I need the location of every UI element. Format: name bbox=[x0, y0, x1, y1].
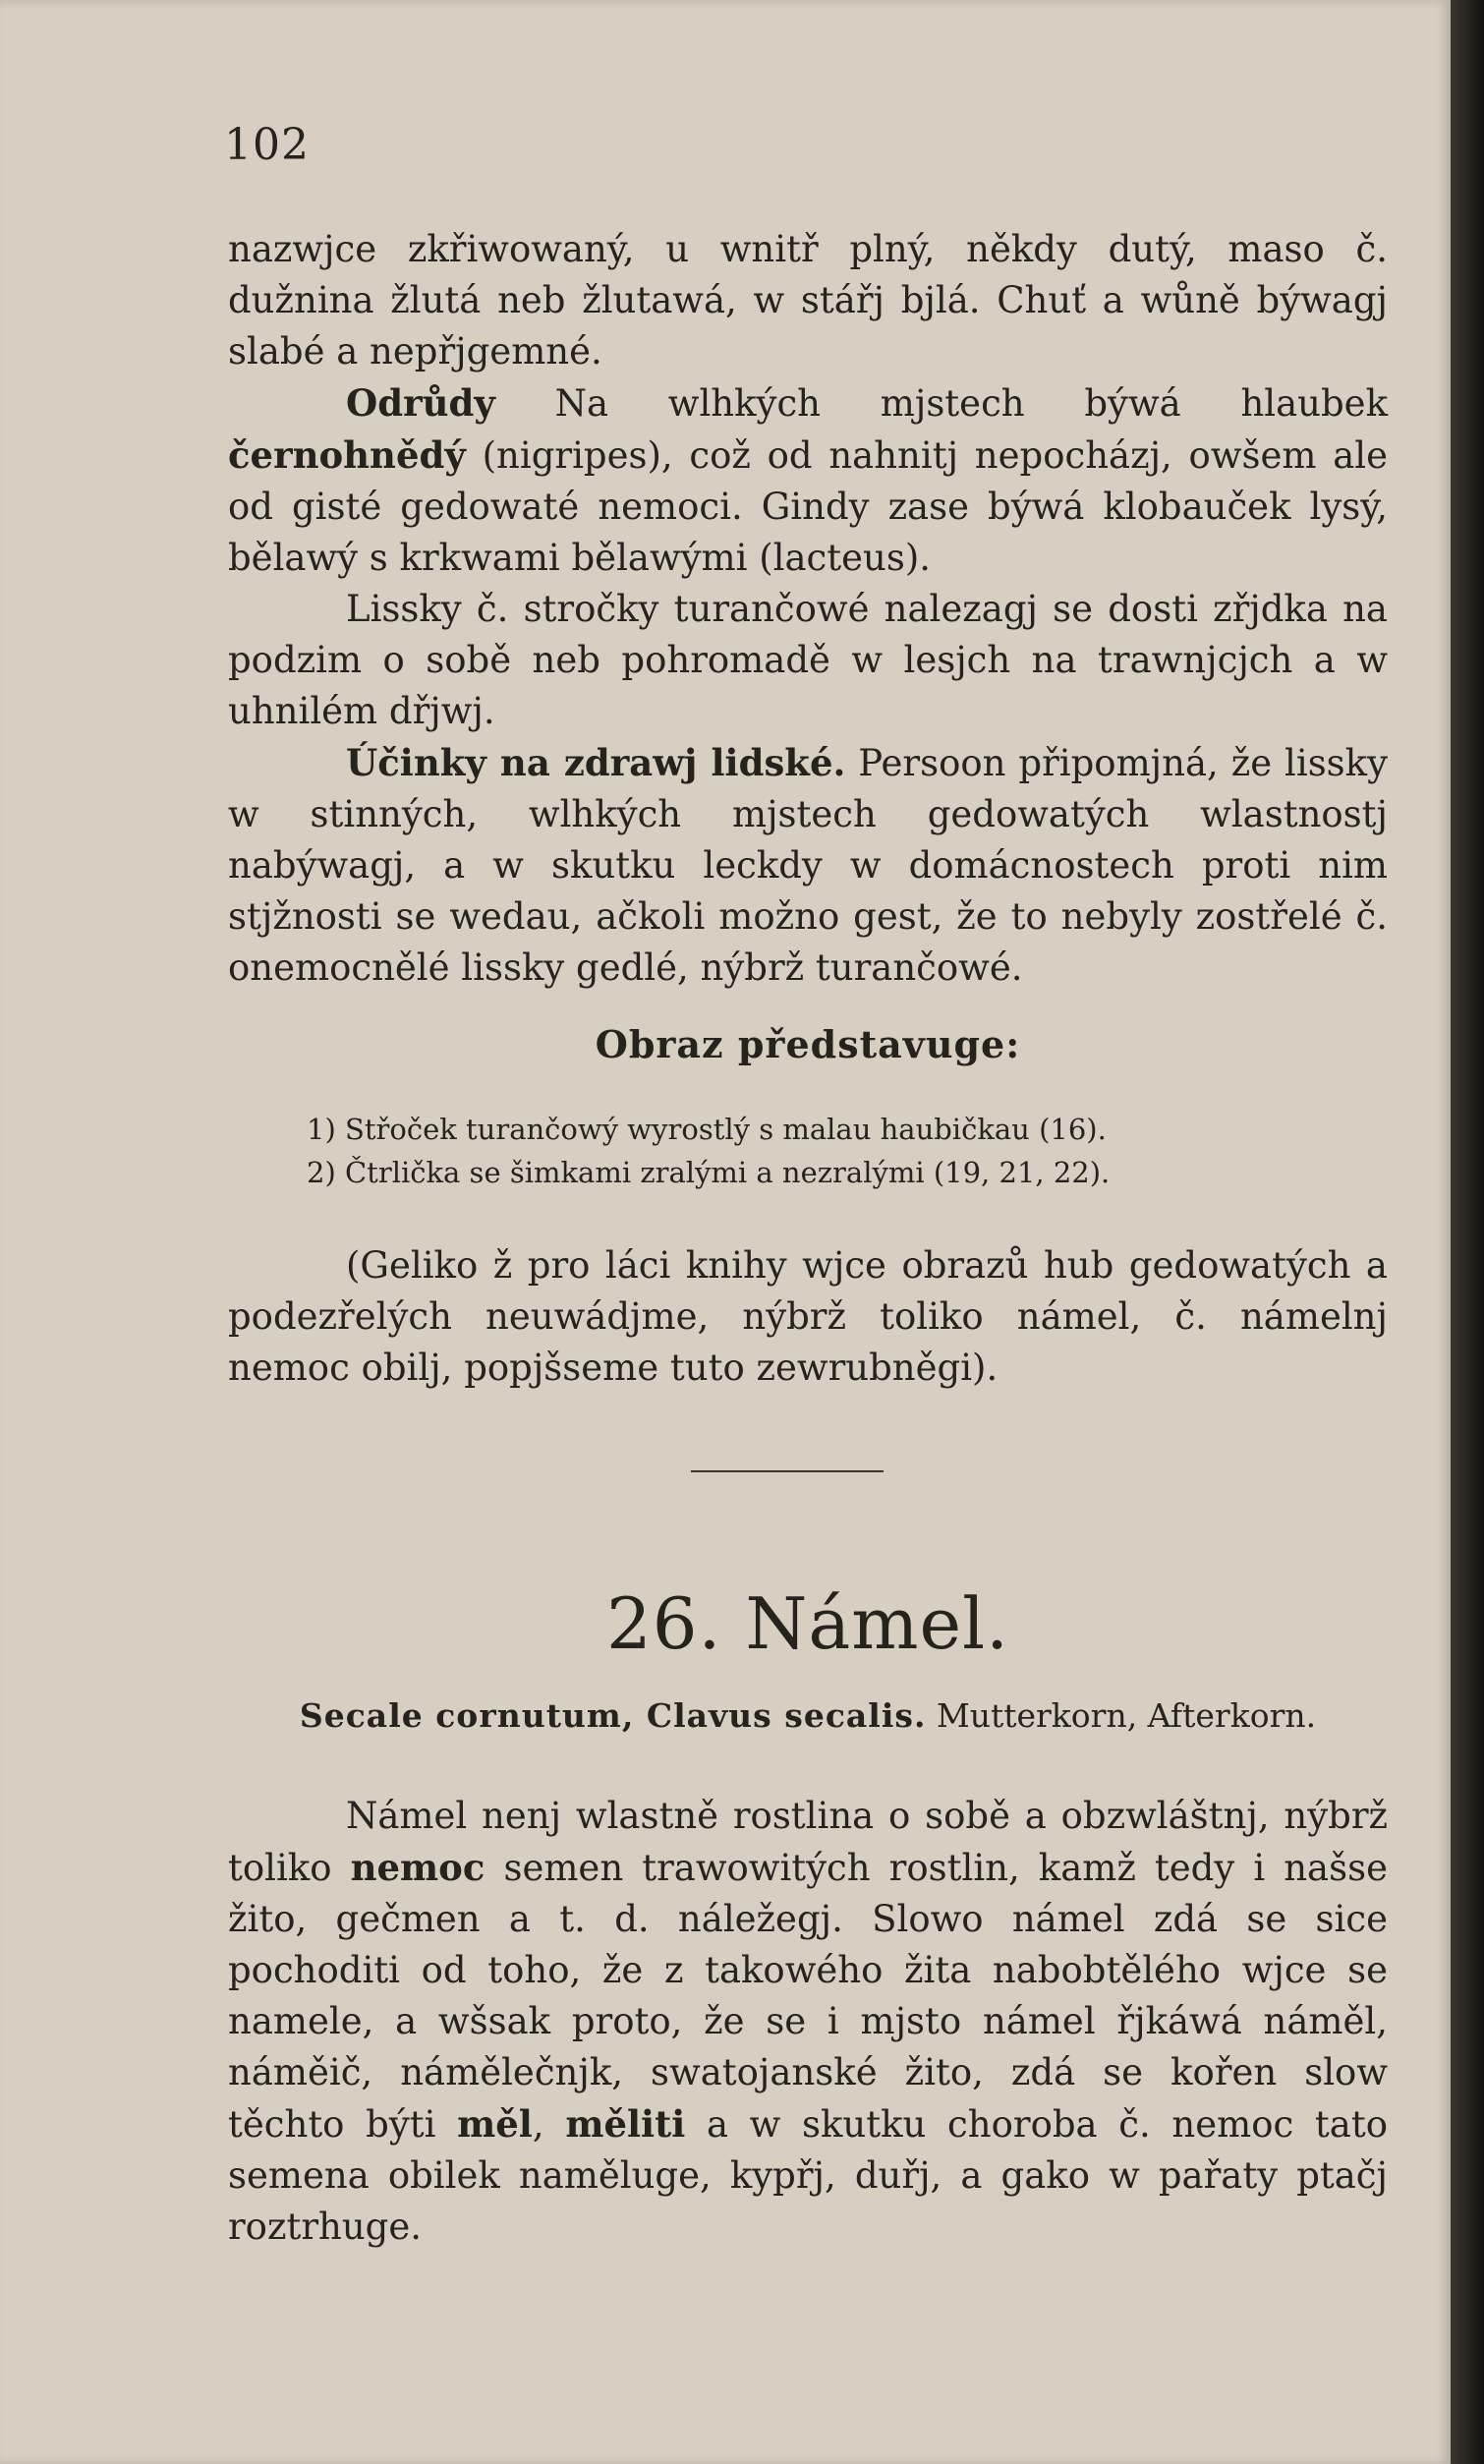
section-divider bbox=[691, 1470, 884, 1472]
paragraph-effects: Účinky na zdrawj lidské. Persoon připomjná, že lissky w stinných, wlhkých mjstech gedowatých wlastnostj nabýwagj, a w skutku leckdy w domácnostech proti nim stjžnosti se wedau, ačkoli možno gest, že to nebyly zostřelé č. onemocnělé lissky gedlé, nýbrž turančowé. bbox=[228, 741, 1388, 989]
heading-varieties: Odrůdy bbox=[346, 381, 495, 425]
figure-item: 2) Čtrlička se šimkami zralými a nezralými (19, 21, 22). bbox=[307, 1156, 1111, 1189]
paragraph-varieties: Odrůdy Na wlhkých mjstech býwá hlaubek černohnědý (nigripes), což od nahnitj nepocházj, owšem ale od gisté gedowaté nemoci. Gindy zase býwá klobauček lysý, bělawý s krkwami bělawými (lacteus). bbox=[228, 381, 1388, 579]
page-number: 102 bbox=[224, 120, 310, 170]
latin-name: Secale cornutum, Clavus secalis. bbox=[299, 1696, 927, 1735]
term-meliti: měliti bbox=[565, 2102, 686, 2146]
paragraph-habitat: Lissky č. stročky turančowé nalezagj se dosti zřjdka na podzim o sobě neb pohromadě w lesjch na trawnjcjch a w uhnilém dřjwj. bbox=[228, 588, 1388, 732]
text-block-upper bbox=[228, 224, 1388, 994]
text-block-note bbox=[228, 1240, 1388, 1394]
figure-item: 1) Střoček turančowý wyrostlý s malau haubičkau (16). bbox=[307, 1113, 1107, 1146]
page-edge-shadow bbox=[1451, 0, 1484, 2464]
paragraph-continuation: nazwjce zkřiwowaný, u wnitř plný, někdy dutý, maso č. dužnina žlutá neb žlutawá, w stářj bjlá. Chuť a wůně býwagj slabé a nepřjgemné. bbox=[228, 228, 1388, 372]
figure-caption: Obraz představuge: bbox=[595, 1022, 1021, 1066]
paragraph-note: (Geliko ž pro láci knihy wjce obrazů hub gedowatých a podezřelých neuwádjme, nýbrž toliko námel, č. námelnj nemoc obilj, popjšseme tuto zewrubněgi). bbox=[228, 1244, 1388, 1389]
heading-effects: Účinky na zdrawj lidské. bbox=[346, 741, 846, 784]
chapter-subtitle bbox=[228, 1696, 1388, 1735]
figure-list bbox=[307, 1108, 1388, 1194]
term-nemoc: nemoc bbox=[350, 1846, 485, 1889]
term-dark-brown: černohnědý bbox=[228, 433, 466, 477]
chapter-title: 26. Námel. bbox=[605, 1582, 1010, 1665]
german-name: Mutterkorn, Afterkorn. bbox=[936, 1696, 1317, 1735]
paragraph-namel: Námel nenj wlastně rostlina o sobě a obzwláštnj, nýbrž toliko nemoc semen trawowitých rostlin, kamž tedy i našse žito, gečmen a t. d. náležegj. Slowo námel zdá se sice pochoditi od toho, že z takowého žita nabobtělého wjce se namele, a wšsak proto, že se i mjsto námel řjkáwá náměl, náměič, námělečnjk, swatojanské žito, zdá se kořen slow těchto býti měl, měliti a w skutku choroba č. nemoc tato semena obilek naměluge, kypřj, duřj, a gako w pařaty ptačj roztrhuge. bbox=[228, 1795, 1388, 2248]
text-block-lower bbox=[228, 1791, 1388, 2253]
term-mel: měl bbox=[457, 2102, 533, 2146]
